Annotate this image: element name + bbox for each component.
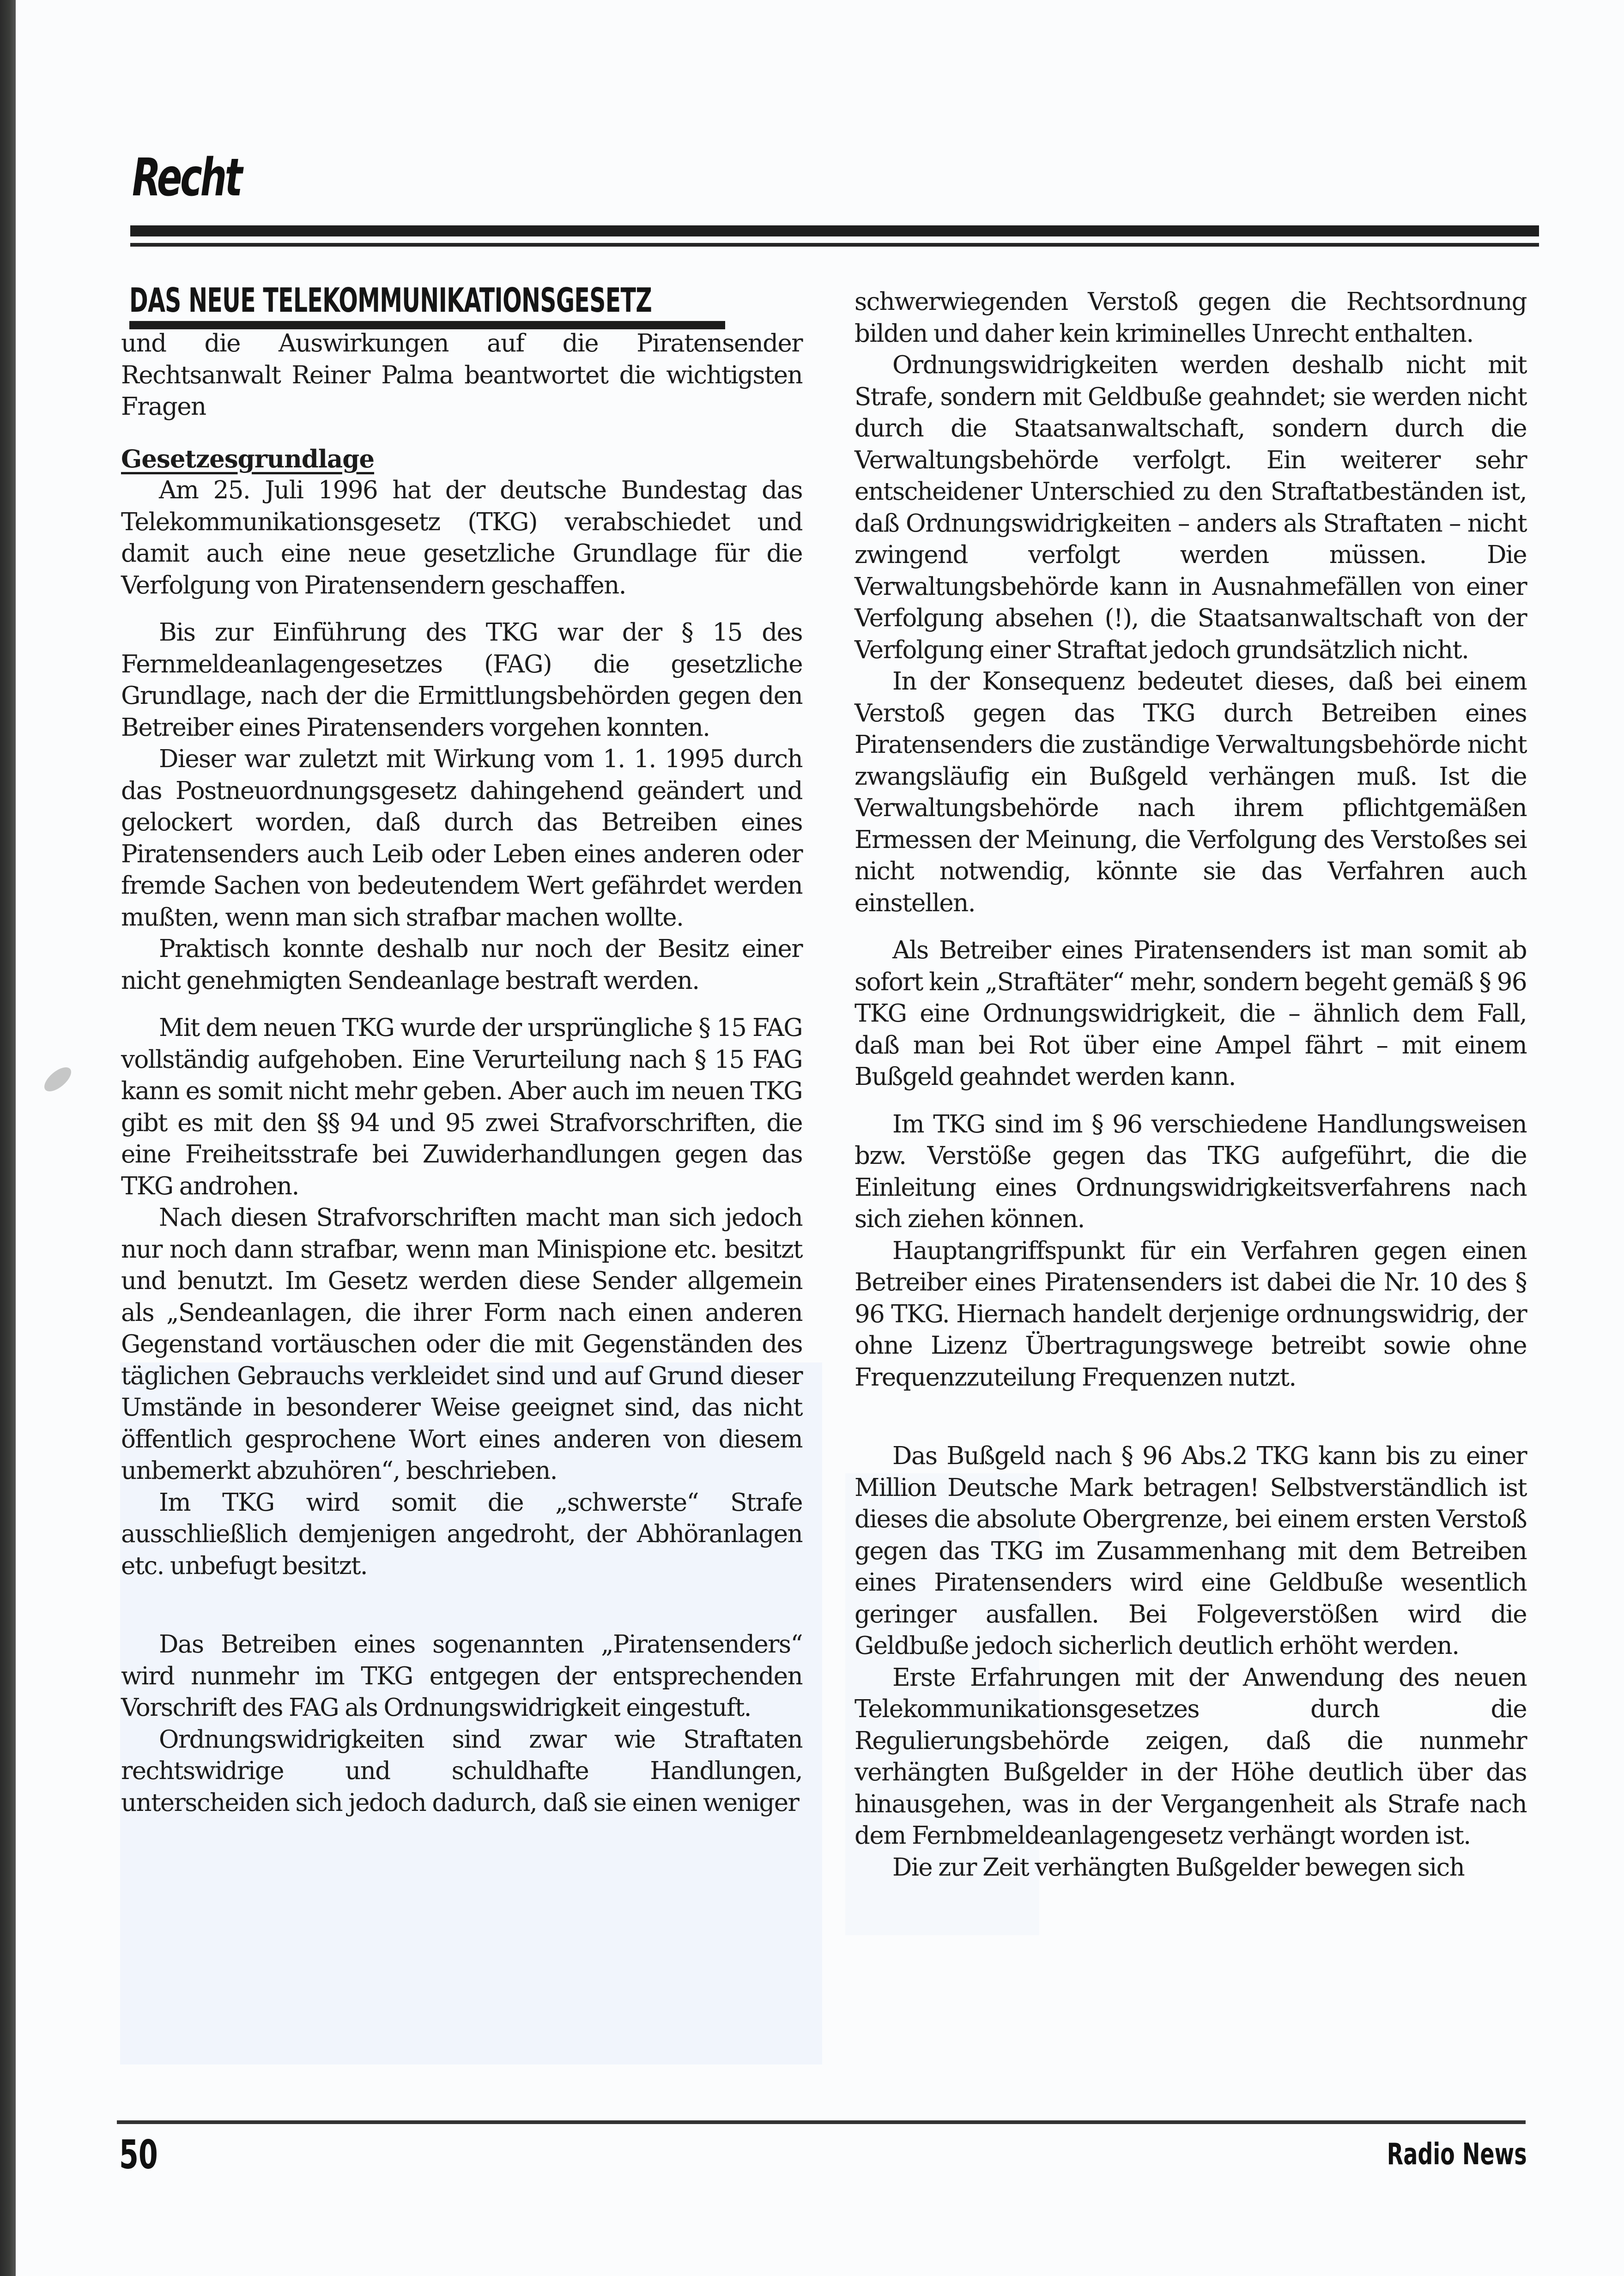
article-intro: und die Auswirkungen auf die Piratensender Rechtsanwalt Reiner Palma beantwortet die wichtigsten Fragen <box>121 329 802 421</box>
paragraph: Ordnungswidrigkeiten werden deshalb nicht mit Strafe, sondern mit Geldbuße geahndet; sie werden nicht durch die Staatsanwaltschaft, sondern durch die Verwaltungsbehörde verfolgt. Ein weiterer sehr entscheidener Unterschied zu den Straftatbeständen ist, daß Ordnungswidrigkeiten – anders als Straftaten – nicht zwingend verfolgt werden müssen. Die Verwaltungsbehörde kann in Ausnahmefällen von einer Verfolgung absehen (!), die Staatsanwaltschaft von der Verfolgung einer Straftat jedoch grundsätzlich nicht. <box>854 351 1527 664</box>
paragraph: Praktisch konnte deshalb nur noch der Besitz einer nicht genehmigten Sendeanlage bestraft werden. <box>121 935 802 995</box>
paragraph: Das Betreiben eines sogenannten „Piratensenders“ wird nunmehr im TKG entgegen der entsprechenden Vorschrift des FAG als Ordnungswidrigkeit eingestuft. <box>121 1630 802 1722</box>
article-title: DAS NEUE TELEKOMMUNIKATIONSGESETZ <box>129 281 652 320</box>
header-rule-thick <box>130 225 1539 236</box>
header-rule-thin <box>130 243 1539 247</box>
paragraph: In der Konsequenz bedeutet dieses, daß bei einem Verstoß gegen das TKG durch Betreiben eines Piratensenders die zuständige Verwaltungsbehörde nicht zwangsläufig ein Bußgeld verhängen muß. Ist die Verwaltungsbehörde nach ihrem pflichtgemäßen Ermessen der Meinung, die Verfolgung des Verstoßes sei nicht notwendig, könnte sie das Verfahren auch einstellen. <box>854 667 1527 917</box>
paragraph: Mit dem neuen TKG wurde der ursprüngliche § 15 FAG vollständig aufgehoben. Eine Verurteilung nach § 15 FAG kann es somit nicht mehr geben. Aber auch im neuen TKG gibt es mit den §§ 94 und 95 zwei Strafvorschriften, die eine Freiheitsstrafe bei Zuwiderhandlungen gegen das TKG androhen. <box>121 1014 802 1200</box>
page-binding-edge <box>0 0 16 2276</box>
left-column <box>121 328 802 1819</box>
paragraph: Am 25. Juli 1996 hat der deutsche Bundestag das Telekommunikationsgesetz (TKG) verabschiedet und damit auch eine neue gesetzliche Grundlage für die Verfolgung von Piratensendern geschaffen. <box>121 476 802 599</box>
paragraph: Die zur Zeit verhängten Bußgelder bewegen sich <box>892 1853 1465 1882</box>
section-label: Recht <box>132 148 241 208</box>
footer-rule <box>117 2120 1526 2124</box>
paragraph: Das Bußgeld nach § 96 Abs.2 TKG kann bis zu einer Million Deutsche Mark betragen! Selbstverständlich ist dieses die absolute Obergrenze, bei einem ersten Verstoß gegen das TKG im Zusammenhang mit dem Betreiben eines Piratensenders wird eine Geldbuße wesentlich geringer ausfallen. Bei Folgeverstößen wird die Geldbuße jedoch sicherlich deutlich erhöht werden. <box>854 1442 1527 1660</box>
paragraph: Nach diesen Strafvorschriften macht man sich jedoch nur noch dann strafbar, wenn man Minispione etc. besitzt und benutzt. Im Gesetz werden diese Sender allgemein als „Sendeanlagen, die ihrer Form nach einen anderen Gegenstand vortäuschen oder die mit Gegenständen des täglichen Gebrauchs verkleidet sind und auf Grund dieser Umstände in besonderer Weise geeignet sind, das nicht öffentlich gesprochene Wort eines anderen von diesem unbemerkt abzuhören“, beschrieben. <box>121 1204 802 1485</box>
paragraph: Als Betreiber eines Piratensenders ist man somit ab sofort kein „Straftäter“ mehr, sondern begeht gemäß § 96 TKG eine Ordnungswidrigkeit, die – ähnlich dem Fall, daß man bei Rot über eine Ampel fährt – mit einem Bußgeld geahndet werden kann. <box>854 936 1527 1091</box>
subheading: Gesetzesgrundlage <box>121 444 375 473</box>
paragraph: Hauptangriffspunkt für ein Verfahren gegen einen Betreiber eines Piratensenders ist dabei die Nr. 10 des § 96 TKG. Hiernach handelt derjenige ordnungswidrig, der ohne Lizenz Übertragungswege betreibt sowie ohne Frequenzzuteilung Frequenzen nutzt. <box>854 1236 1527 1392</box>
paragraph: Im TKG wird somit die „schwerste“ Strafe ausschließlich demjenigen angedroht, der Abhöranlagen etc. unbefugt besitzt. <box>121 1488 802 1580</box>
paragraph: Dieser war zuletzt mit Wirkung vom 1. 1. 1995 durch das Postneuordnungsgesetz dahingehend geändert und gelockert worden, daß durch das Betreiben eines Piratensenders auch Leib oder Leben eines anderen oder fremde Sachen von bedeutendem Wert gefährdet werden mußten, wenn man sich strafbar machen wollte. <box>121 745 802 932</box>
right-column <box>854 286 1527 1883</box>
paragraph: schwerwiegenden Verstoß gegen die Rechtsordnung bilden und daher kein kriminelles Unrecht enthalten. <box>854 288 1527 348</box>
paragraph: Ordnungswidrigkeiten sind zwar wie Straftaten rechtswidrige und schuldhafte Handlungen, unterscheiden sich jedoch dadurch, daß sie einen weniger <box>121 1725 802 1817</box>
scan-smudge <box>40 1063 75 1096</box>
paragraph: Erste Erfahrungen mit der Anwendung des neuen Telekommunikationsgesetzes durch die Regulierungsbehörde zeigen, daß die nunmehr verhängten Bußgelder in der Höhe deutlich über das hinausgehen, was in der Vergangenheit als Strafe nach dem Fernbmeldeanlagengesetz verhängt worden ist. <box>854 1663 1527 1850</box>
paragraph: Bis zur Einführung des TKG war der § 15 des Fernmeldeanlagengesetzes (FAG) die gesetzliche Grundlage, nach der die Ermittlungsbehörden gegen den Betreiber eines Piratensenders vorgehen konnten. <box>121 618 802 742</box>
paragraph: Im TKG sind im § 96 verschiedene Handlungsweisen bzw. Verstöße gegen das TKG aufgeführt, die die Einleitung eines Ordnungswidrigkeitsverfahrens nach sich ziehen können. <box>854 1110 1527 1233</box>
magazine-name: Radio News <box>1387 2137 1527 2172</box>
page-number: 50 <box>119 2132 158 2178</box>
